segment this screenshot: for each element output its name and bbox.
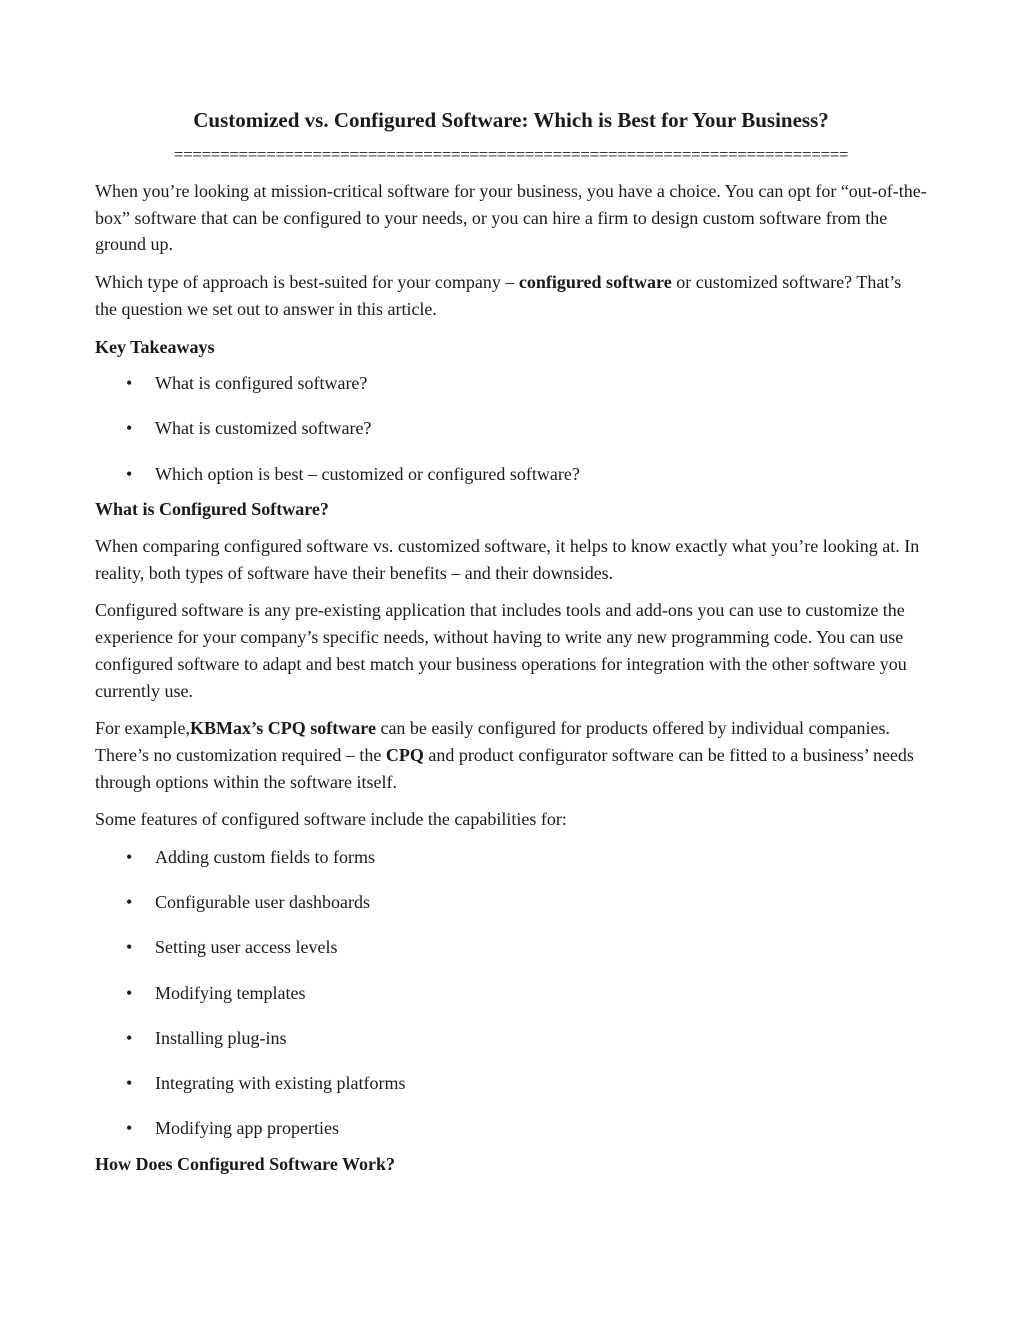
list-item [95,934,927,961]
definition-paragraph: Configured software is any pre-existing application that includes tools and add-ons you can use to customize the experience for your company’s specific needs, without having to write any new programming code. You can use configured software to adapt and best match your business operations for integration with the other software you currently use. [95,600,907,701]
bullet-icon: • [126,937,133,958]
bullet-icon: • [126,847,133,868]
list-item-text: Adding custom fields to forms [155,847,375,868]
key-takeaways-list [95,370,927,487]
document-title: Customized vs. Configured Software: Which is Best for Your Business? [193,108,829,132]
section-heading-how-it-works: How Does Configured Software Work? [95,1153,396,1174]
list-item-text: What is configured software? [155,373,368,394]
example-text: For example, [95,718,190,739]
list-item-text: Configurable user dashboards [155,892,370,913]
bullet-icon: • [126,418,133,439]
title-separator: ========================================================================= [173,146,849,164]
list-item-text: Modifying app properties [155,1118,339,1139]
list-item [95,370,927,397]
list-item-text: What is customized software? [155,418,372,439]
example-text-end: and product configurator software can be fitted to a business’ needs through options within the software itself. [95,744,914,792]
bullet-icon: • [126,463,133,484]
intro-paragraph: When you’re looking at mission-critical software for your business, you have a choice. You can opt for “out-of-the-box” software that can be configured to your needs, or you can hire a firm to design custom software from the ground up. [95,181,927,255]
list-item-text: Integrating with existing platforms [155,1073,406,1094]
bullet-icon: • [126,892,133,913]
key-takeaways-heading: Key Takeaways [95,336,215,357]
list-item-text: Setting user access levels [155,937,338,958]
bullet-icon: • [126,1027,133,1048]
document-body [95,178,927,1188]
list-item-text: Which option is best – customized or configured software? [155,463,580,484]
features-intro-paragraph: Some features of configured software include the capabilities for: [95,809,567,830]
section-heading-configured: What is Configured Software? [95,499,329,520]
list-item [95,980,927,1007]
list-item [95,1025,927,1052]
list-item [95,415,927,442]
list-item [95,1115,927,1142]
kbmax-cpq-emphasis: KBMax’s CPQ software [189,718,376,739]
cpq-emphasis: CPQ [385,744,424,765]
bullet-icon: • [126,1073,133,1094]
list-item-text: Modifying templates [155,982,306,1003]
comparison-paragraph: When comparing configured software vs. customized software, it helps to know exactly what you’re looking at. In reality, both types of software have their benefits – and their downsides. [95,536,920,583]
list-item [95,889,927,916]
intro-question-text-end: or customized software? That’s the question we set out to answer in this article. [95,272,902,319]
configured-software-emphasis: configured software [518,272,672,293]
example-text-middle: can be easily configured for products offered by individual companies. There’s no customization required – the [95,718,890,765]
intro-question-text: Which type of approach is best-suited for your company – [95,272,519,293]
bullet-icon: • [126,982,133,1003]
list-item [95,844,927,871]
list-item [95,1070,927,1097]
bullet-icon: • [126,373,133,394]
features-list [95,844,927,1142]
list-item-text: Installing plug-ins [155,1027,287,1048]
bullet-icon: • [126,1118,133,1139]
list-item [95,461,927,488]
example-paragraph [95,715,927,795]
intro-question-paragraph [95,269,927,322]
